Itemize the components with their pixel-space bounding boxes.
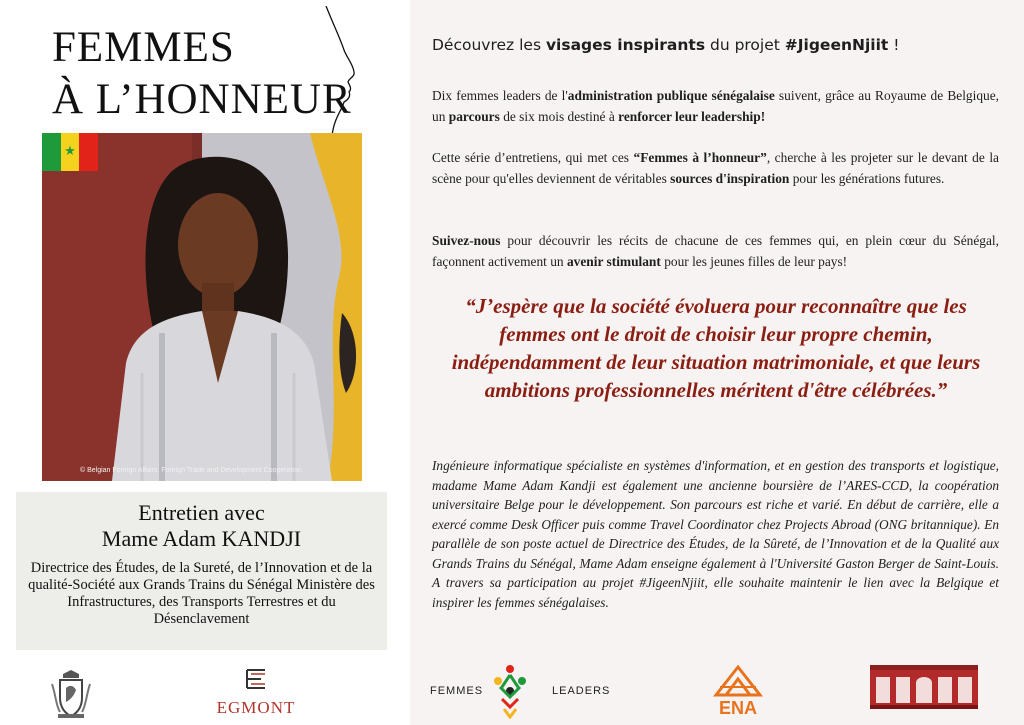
p1-text-b: administration publique sénégalaise — [567, 88, 775, 103]
p2-text-c: , cherche à les projeter sur le devant de la scène pour qu'elles deviennent de véritables — [432, 150, 999, 186]
face-profile-icon — [320, 6, 365, 136]
p1-text-f: renforcer leur leadership! — [618, 109, 766, 124]
egmont-mark-icon — [241, 664, 271, 694]
portrait-photo — [42, 133, 362, 481]
femmes-leaders-text-a: FEMMES — [430, 685, 484, 697]
p1-text-d: parcours — [448, 109, 500, 124]
flag-star-icon: ★ — [64, 144, 76, 160]
ena-mark-icon — [710, 663, 766, 697]
egmont-logo — [206, 664, 306, 722]
ena-logo — [710, 663, 766, 719]
portrait-illustration — [42, 133, 362, 481]
femmes-leaders-mark-icon — [488, 663, 532, 719]
headline-text-e: ! — [888, 36, 900, 54]
femmes-leaders-logo — [430, 663, 630, 719]
left-column — [0, 0, 410, 725]
intro-paragraph-3 — [432, 230, 999, 272]
femmes-leaders-text-b: LEADERS — [552, 685, 611, 697]
right-column — [410, 0, 1024, 725]
interview-box — [16, 492, 387, 650]
interview-label: Entretien avec — [138, 500, 265, 525]
p2-text-d: sources d'inspiration — [670, 171, 790, 186]
egmont-logo-text: EGMONT — [216, 698, 296, 717]
partner-logos-left — [0, 660, 410, 725]
p1-text-c: suivent, grâce au Royaume de Belgique, un — [432, 88, 1000, 124]
p2-text-e: pour les générations futures. — [789, 171, 945, 186]
belgium-coat-of-arms-icon — [48, 666, 94, 720]
interviewee-name: Mame Adam KANDJI — [101, 526, 302, 551]
p3-text-c: avenir stimulant — [566, 254, 661, 269]
headline-text-a: Découvrez les — [432, 36, 546, 54]
building-logo-icon — [868, 661, 980, 711]
p3-text-d: pour les jeunes filles de leur pays! — [660, 254, 848, 269]
p2-text-a: Cette série d’entretiens, qui met ces — [432, 150, 634, 165]
headline-hashtag: #JigeenNjiit — [784, 36, 889, 54]
ena-logo-text: ENA — [718, 698, 757, 718]
p1-text-e: de six mois destiné à — [499, 109, 619, 124]
headline — [432, 36, 899, 54]
title-line-1: FEMMES — [52, 24, 235, 71]
p3-text-b: pour découvrir les récits de chacune de ces femmes qui, en plein cœur du Sénégal, façonnent activement un — [432, 233, 999, 269]
headline-text-c: du projet — [705, 36, 785, 54]
senegal-flag-icon — [42, 133, 98, 171]
page-title — [52, 22, 352, 126]
title-line-2: À L’HONNEUR — [52, 76, 352, 123]
p3-text-a: Suivez-nous — [432, 233, 501, 248]
partner-logos-right — [410, 655, 1024, 725]
biography: Ingénieure informatique spécialiste en systèmes d'information, et en gestion des transports et logistique, madame Mame Adam Kandji est également une ancienne boursière de l’ARES-CCD, la coopération universitaire Belge pour le développement. Son parcours est riche et varié. En début de carrière, elle a exercé comme Desk Officer puis comme Travel Coordinator chez Projects Abroad (ONG britannique). En parallèle de son poste actuel de Directrice des Études, de la Sûreté, de l’Innovation et de la Qualité aux Grands Trains du Sénégal, Mame Adam enseigne également à l'Université Gaston Berger de Saint-Louis. A travers sa participation au projet #JigeenNjiit, elle souhaite maintenir le lien avec la Belgique et inspirer les femmes sénégalaises. — [432, 458, 999, 610]
interviewee-role: Directrice des Études, de la Sureté, de l’Innovation et de la qualité-Société aux Grands Trains du Sénégal Ministère des Infrastructures, des Transports Terrestres et du Désenclavement — [28, 560, 375, 627]
p1-text-a: Dix femmes leaders de l' — [432, 88, 568, 103]
headline-text-b: visages inspirants — [545, 36, 706, 54]
photo-credit: © Belgian Foreign Affairs, Foreign Trade and Development Cooperation — [80, 467, 302, 474]
pull-quote: “J’espère que la société évoluera pour reconnaître que les femmes ont le droit de choisir leur propre chemin, indépendamment de leur situation matrimoniale, et que leurs ambitions professionnelles méritent d'être célébrées.” — [451, 294, 981, 402]
intro-paragraph-1 — [432, 85, 999, 127]
intro-paragraph-2 — [432, 147, 999, 189]
p2-text-b: “Femmes à l’honneur” — [633, 150, 767, 165]
